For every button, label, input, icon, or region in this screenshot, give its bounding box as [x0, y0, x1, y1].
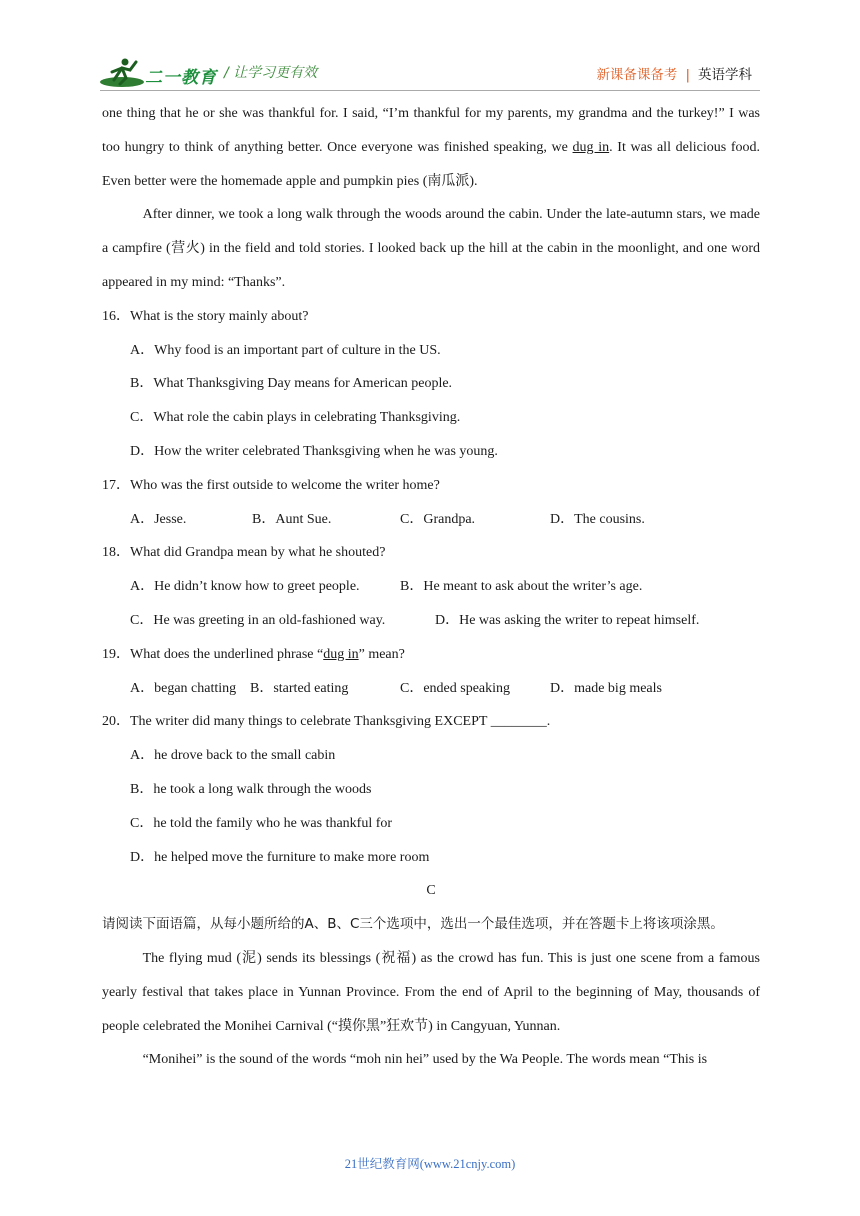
header-separator: |	[685, 67, 690, 83]
q19-options	[102, 672, 760, 706]
paragraph-text: one thing that he or she was thankful for. I said, “I’m thankful for my parents, my grandma and the turkey!” I was too hungry to think of anything better. Once everyone was finished speaking, we	[102, 106, 760, 155]
logo-text: 二一教育	[145, 68, 217, 88]
q18-option-b: B．He meant to ask about the writer’s age.	[400, 579, 643, 595]
q16-option-c: C．What role the cabin plays in celebrating Thanksgiving.	[130, 410, 461, 426]
q20-option-c: C．he told the family who he was thankful for	[130, 815, 393, 831]
page-header	[0, 0, 860, 95]
passage-paragraph	[102, 97, 760, 198]
q17-option-a: A．Jesse.	[130, 511, 187, 527]
header-subject	[596, 63, 752, 83]
section-c-instruction: 请阅读下面语篇，从每小题所给的A、B、C三个选项中，选出一个最佳选项，并在答题卡上将该项涂黑。	[102, 916, 724, 933]
page-footer: 21世纪教育网(www.21cnjy.com)	[344, 1157, 516, 1171]
q18-option-d: D．He was asking the writer to repeat himself.	[435, 612, 700, 628]
q17-option-c: C．Grandpa.	[400, 511, 476, 527]
q19-option-c: C．ended speaking	[400, 680, 511, 696]
question-18-stem: 18．What did Grandpa mean by what he shouted?	[102, 545, 386, 561]
q17-options	[102, 503, 760, 537]
header-divider	[100, 90, 760, 91]
q16-option-b: B．What Thanksgiving Day means for American people.	[130, 376, 453, 392]
q19-option-d: D．made big meals	[550, 680, 662, 696]
question-17-stem: 17．Who was the first outside to welcome the writer home?	[102, 477, 440, 493]
q16-option-a: A．Why food is an important part of culture in the US.	[130, 342, 441, 358]
q19-option-a: A．began chatting	[130, 680, 237, 696]
q18-option-c: C．He was greeting in an old-fashioned way.	[130, 612, 386, 628]
underlined-phrase: dug in	[572, 139, 610, 155]
q18-options-row2	[102, 604, 760, 638]
header-subject-label: 英语学科	[698, 67, 752, 83]
q20-option-a: A．he drove back to the small cabin	[130, 748, 336, 764]
q18-option-a: A．He didn’t know how to greet people.	[130, 579, 360, 595]
q19-underlined-phrase: dug in	[323, 646, 359, 662]
q19-option-b: B．started eating	[250, 680, 349, 696]
question-19-stem	[102, 638, 760, 672]
question-20-stem: 20．The writer did many things to celebrate Thanksgiving EXCEPT ________.	[102, 714, 551, 730]
section-c-paragraph: “Monihei” is the sound of the words “moh nin hei” used by the Wa People. The words mean “This is	[142, 1052, 708, 1068]
q17-option-d: D．The cousins.	[550, 511, 645, 527]
q17-option-b: B．Aunt Sue.	[252, 511, 332, 527]
question-16-stem: 16．What is the story mainly about?	[102, 308, 309, 324]
section-c-heading: C	[426, 883, 436, 899]
page-content	[102, 97, 760, 1077]
paragraph-text: . It was all delicious food. Even better were the homemade apple and pumpkin pies (南瓜派).	[102, 139, 761, 189]
q20-option-b: B．he took a long walk through the woods	[130, 781, 372, 797]
q16-option-d: D．How the writer celebrated Thanksgiving when he was young.	[130, 443, 498, 459]
q20-option-d: D．he helped move the furniture to make more room	[130, 849, 430, 865]
header-course-label: 新课备课备考	[596, 67, 678, 83]
q18-options-row1	[102, 570, 760, 604]
passage-paragraph: After dinner, we took a long walk through the woods around the cabin. Under the late-autumn stars, we made a campfire (营火) in the field and told stories. I looked back up the hill at the cabin in the moonlight, and one word appeared in my mind: “Thanks”.	[102, 207, 760, 290]
section-c-paragraph: The flying mud (泥) sends its blessings (祝福) as the crowd has fun. This is just one scene from a famous yearly festival that takes place in Yunnan Province. From the end of April to the beginning of May, thousands of people celebrated the Monihei Carnival (“摸你黑”狂欢节) in Cangyuan, Yunnan.	[102, 950, 760, 1034]
q19-stem-text: 19．What does the underlined phrase “	[102, 646, 324, 662]
q19-stem-text: ” mean?	[358, 646, 405, 662]
header-slogan: / 让学习更有效	[224, 65, 318, 81]
